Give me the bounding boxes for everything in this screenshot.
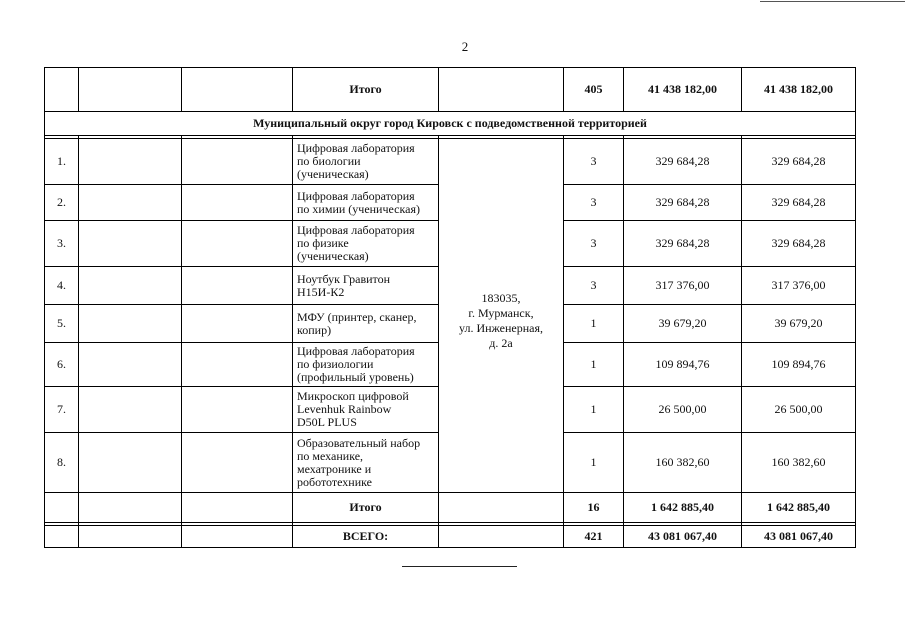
empty-cell <box>79 433 182 493</box>
row-number: 2. <box>45 185 79 221</box>
empty-cell <box>79 343 182 387</box>
empty-cell <box>439 526 564 548</box>
section-title: Муниципальный округ город Кировск с подведомственной территорией <box>45 112 856 136</box>
row-number: 5. <box>45 305 79 343</box>
item-name-line: копир) <box>297 322 332 337</box>
grand-total-row-label: ВСЕГО: <box>293 526 439 548</box>
item-quantity: 3 <box>564 139 624 185</box>
item-total: 26 500,00 <box>742 387 856 433</box>
item-name-line: Цифровая лаборатория <box>297 141 415 155</box>
item-name <box>293 267 439 305</box>
row-number: 8. <box>45 433 79 493</box>
item-quantity: 3 <box>564 267 624 305</box>
top-summary-label: Итого <box>293 68 439 112</box>
empty-cell <box>182 221 293 267</box>
empty-cell <box>182 305 293 343</box>
empty-cell <box>182 267 293 305</box>
address-line: д. 2а <box>489 335 513 350</box>
item-quantity: 1 <box>564 305 624 343</box>
item-name-line: Образовательный набор <box>297 435 421 450</box>
empty-cell <box>182 185 293 221</box>
table-row <box>45 139 856 185</box>
empty-cell <box>79 267 182 305</box>
row-number: 3. <box>45 221 79 267</box>
empty-cell <box>182 387 293 433</box>
item-name <box>293 221 439 267</box>
item-name-line: (профильный уровень) <box>297 370 414 384</box>
empty-cell <box>79 139 182 185</box>
item-total: 39 679,20 <box>742 305 856 343</box>
section-summary-row-qty: 16 <box>564 493 624 523</box>
item-total: 329 684,28 <box>742 185 856 221</box>
empty-cell <box>182 433 293 493</box>
item-name-line: Микроскоп цифровой <box>297 389 409 403</box>
item-name <box>293 139 439 185</box>
empty-cell <box>182 493 293 523</box>
row-number: 7. <box>45 387 79 433</box>
empty-cell <box>45 493 79 523</box>
item-name-line: МФУ (принтер, сканер, <box>297 309 417 324</box>
item-name <box>293 185 439 221</box>
section-summary-row-price: 1 642 885,40 <box>624 493 742 523</box>
empty-cell <box>79 185 182 221</box>
item-total: 329 684,28 <box>742 139 856 185</box>
item-unit-price: 329 684,28 <box>624 185 742 221</box>
item-name <box>293 433 439 493</box>
item-name-line: Ноутбук Гравитон <box>297 271 391 286</box>
row-number: 6. <box>45 343 79 387</box>
address-line: 183035, <box>481 290 521 305</box>
item-unit-price: 317 376,00 <box>624 267 742 305</box>
item-unit-price: 26 500,00 <box>624 387 742 433</box>
top-summary-row <box>45 68 856 112</box>
item-name-line: по механике, <box>297 448 364 463</box>
row-number: 4. <box>45 267 79 305</box>
item-name <box>293 387 439 433</box>
item-total: 160 382,60 <box>742 433 856 493</box>
item-total: 109 894,76 <box>742 343 856 387</box>
item-name-line: (ученическая) <box>297 167 369 181</box>
bottom-rule <box>402 566 517 567</box>
item-name-line: Цифровая лаборатория <box>297 188 415 203</box>
item-name-line: по химии (ученическая) <box>297 201 420 216</box>
empty-cell <box>182 526 293 548</box>
item-quantity: 3 <box>564 221 624 267</box>
section-summary-row-total: 1 642 885,40 <box>742 493 856 523</box>
section-title-row <box>45 112 856 136</box>
address-cell <box>439 139 564 493</box>
row-number: 1. <box>45 139 79 185</box>
item-quantity: 1 <box>564 343 624 387</box>
grand-total-row-price: 43 081 067,40 <box>624 526 742 548</box>
empty-cell <box>439 493 564 523</box>
section-summary-row-label: Итого <box>293 493 439 523</box>
item-name-line: Н15И-К2 <box>297 284 345 299</box>
empty-cell <box>182 139 293 185</box>
grand-total-row-qty: 421 <box>564 526 624 548</box>
page-number: 2 <box>461 39 469 54</box>
top-summary-total: 41 438 182,00 <box>742 68 856 112</box>
item-unit-price: 329 684,28 <box>624 139 742 185</box>
section-summary-row <box>45 493 856 523</box>
empty-cell <box>45 526 79 548</box>
address-line: г. Мурманск, <box>468 305 534 320</box>
top-edge-rule <box>760 1 905 2</box>
empty-cell <box>79 305 182 343</box>
item-unit-price: 160 382,60 <box>624 433 742 493</box>
empty-cell <box>79 387 182 433</box>
item-name-line: робототехнике <box>297 474 372 489</box>
item-total: 317 376,00 <box>742 267 856 305</box>
empty-cell <box>79 526 182 548</box>
item-name-line: Цифровая лаборатория <box>297 344 415 358</box>
item-total: 329 684,28 <box>742 221 856 267</box>
item-name-line: Цифровая лаборатория <box>297 223 415 237</box>
top-summary-price: 41 438 182,00 <box>624 68 742 112</box>
address-line: ул. Инженерная, <box>458 320 544 335</box>
item-quantity: 1 <box>564 433 624 493</box>
item-name <box>293 343 439 387</box>
item-unit-price: 109 894,76 <box>624 343 742 387</box>
item-unit-price: 39 679,20 <box>624 305 742 343</box>
item-name <box>293 305 439 343</box>
item-name-line: по физиологии <box>297 357 374 371</box>
top-summary-qty: 405 <box>564 68 624 112</box>
item-quantity: 1 <box>564 387 624 433</box>
item-name-line: мехатронике и <box>297 461 372 476</box>
empty-cell <box>79 221 182 267</box>
item-name-line: Levenhuk Rainbow <box>297 402 392 416</box>
item-name-line: по биологии <box>297 154 361 168</box>
table-body <box>45 68 856 548</box>
item-unit-price: 329 684,28 <box>624 221 742 267</box>
empty-cell <box>79 493 182 523</box>
item-name-line: по физике <box>297 236 349 250</box>
grand-total-row <box>45 526 856 548</box>
item-name-line: D50L PLUS <box>297 415 357 429</box>
empty-cell <box>182 343 293 387</box>
grand-total-row-total: 43 081 067,40 <box>742 526 856 548</box>
item-quantity: 3 <box>564 185 624 221</box>
item-name-line: (ученическая) <box>297 249 369 263</box>
equipment-table <box>44 67 856 548</box>
